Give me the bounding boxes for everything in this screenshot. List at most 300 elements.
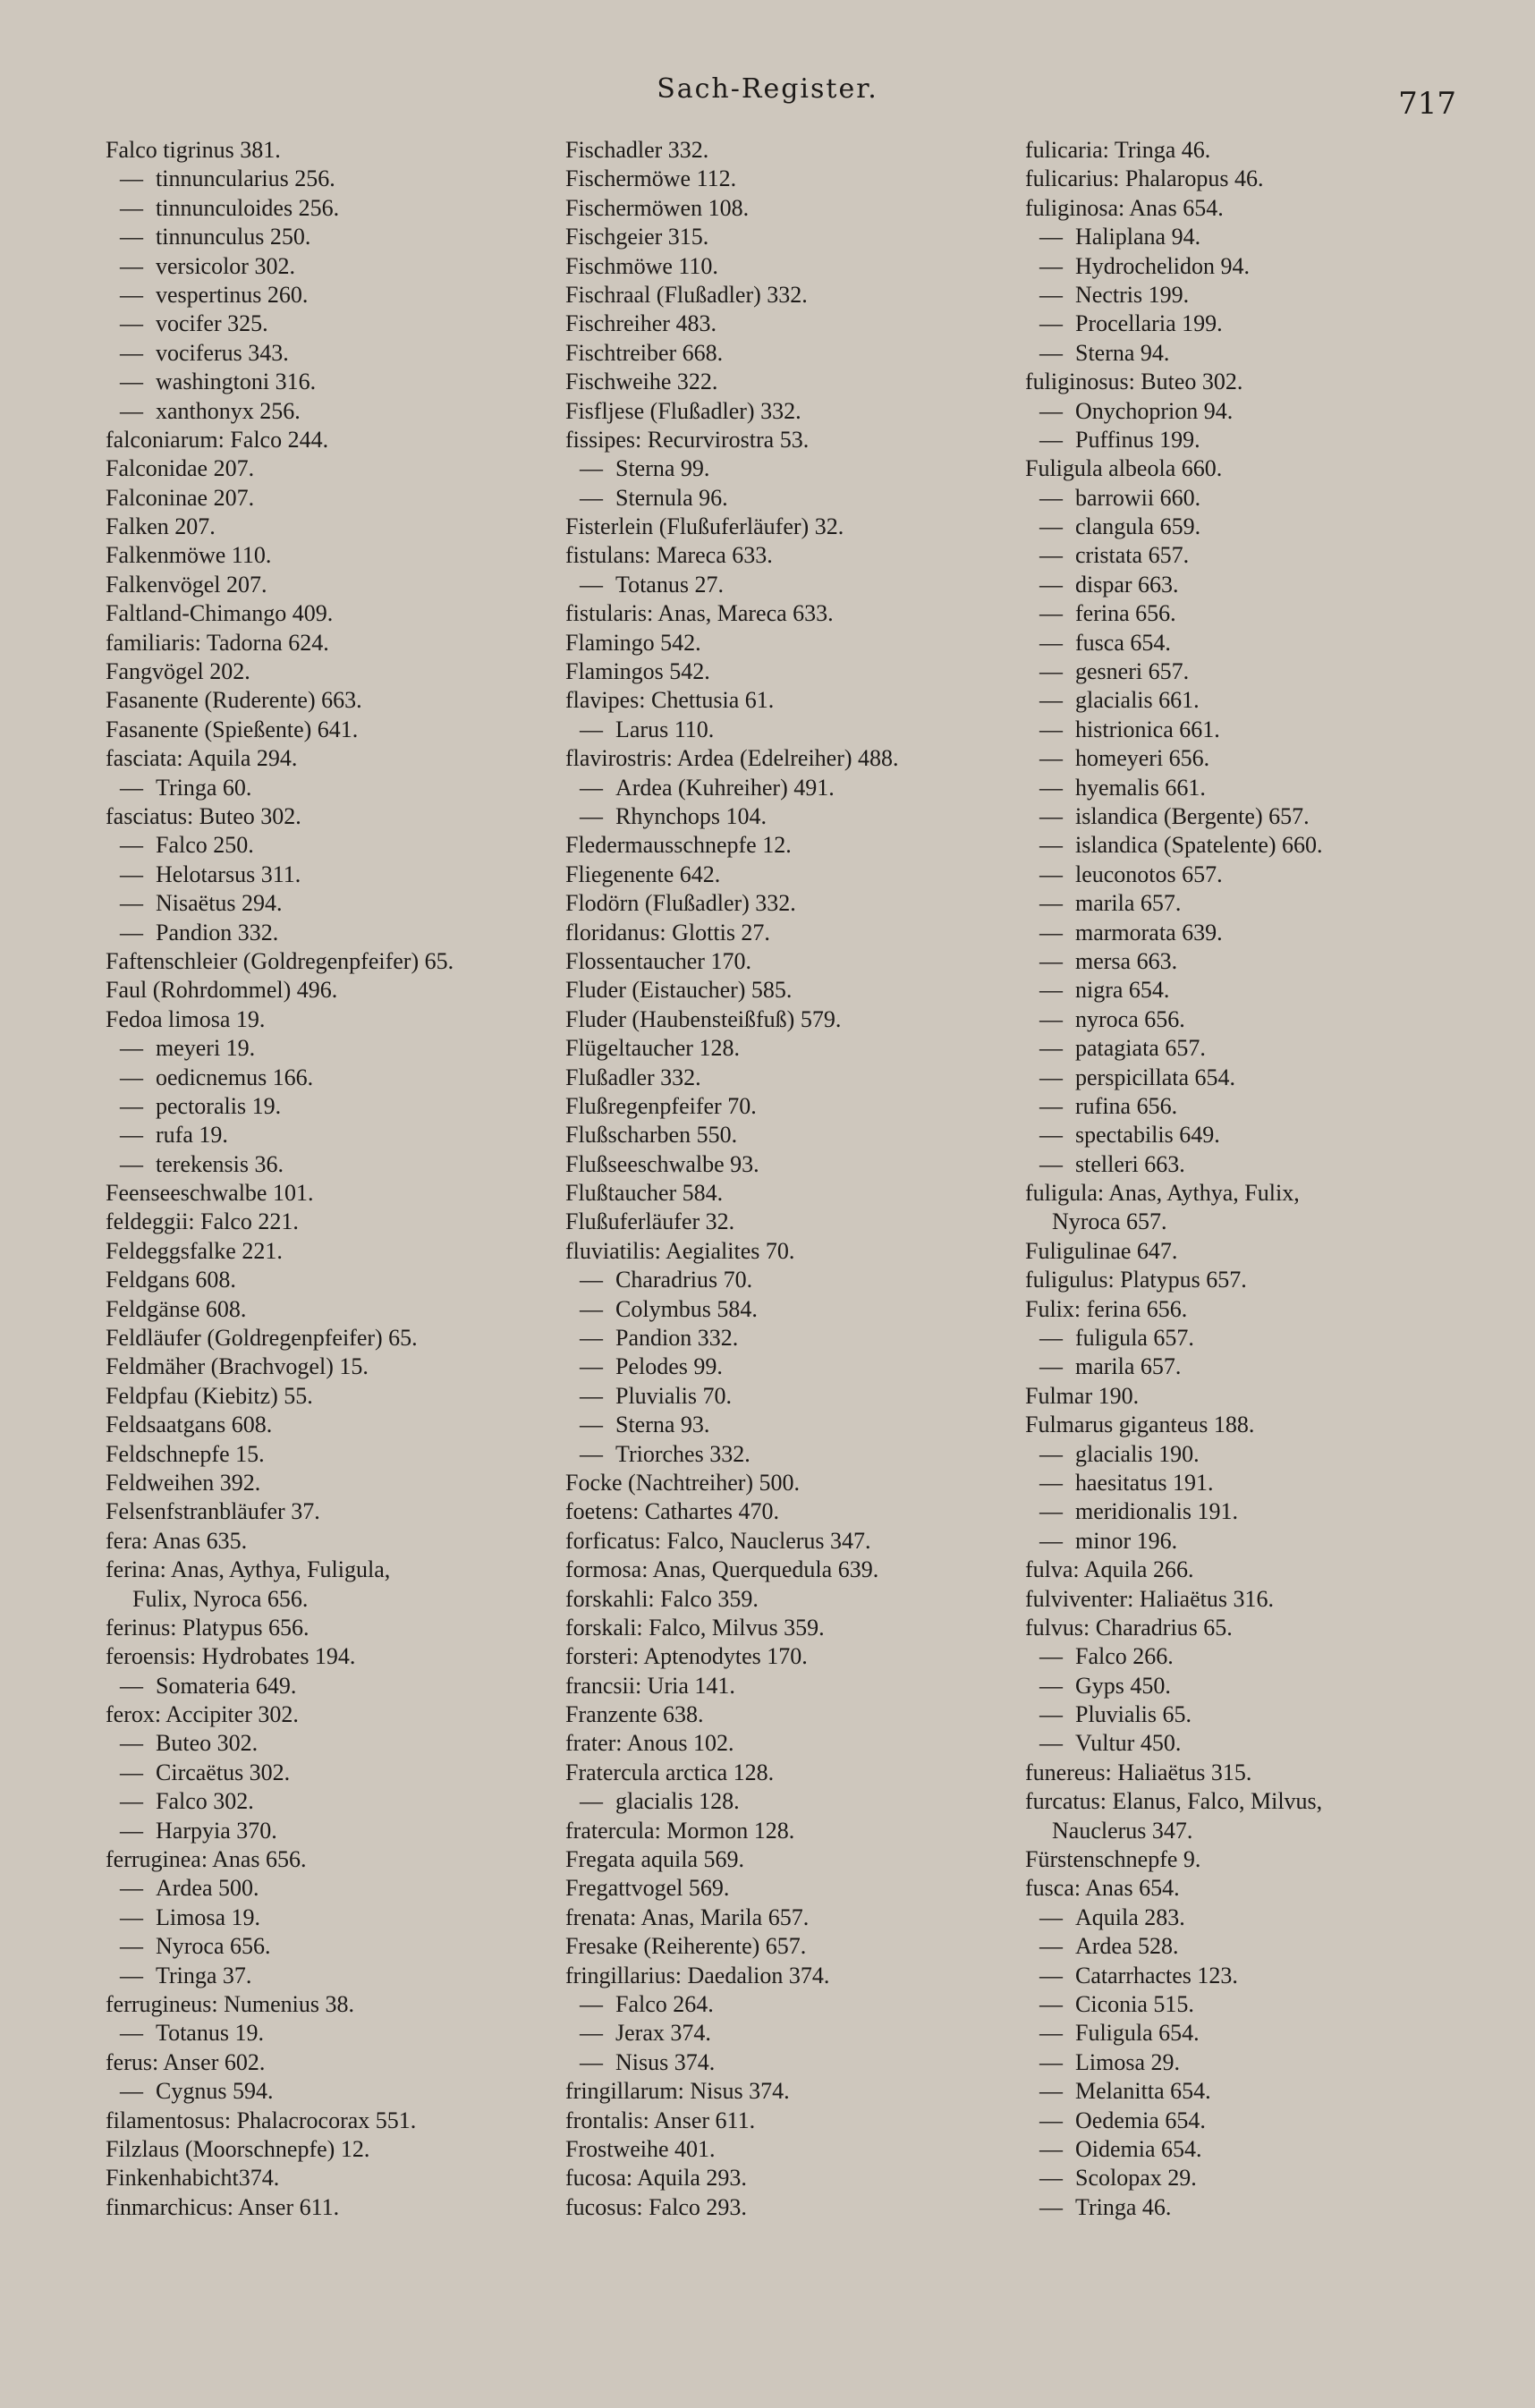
entry-text: Pandion 332. [615, 1325, 739, 1352]
repeat-dash: — [580, 1295, 603, 1322]
entry-text: Feldsaatgans 608. [106, 1412, 273, 1438]
repeat-dash: — [120, 774, 143, 801]
entry-text: floridanus: Glottis 27. [565, 919, 770, 945]
index-subentry [1025, 1962, 1472, 1990]
repeat-dash: — [580, 2020, 603, 2047]
repeat-dash: — [1039, 890, 1063, 917]
index-subentry [106, 2019, 553, 2048]
index-entry [565, 1585, 1013, 1614]
entry-text: leuconotos 657. [1075, 861, 1223, 887]
entry-text: finmarchicus: Anser 611. [106, 2193, 340, 2220]
repeat-dash: — [1039, 1672, 1063, 1699]
repeat-dash: — [1039, 281, 1063, 308]
entry-text: Limosa 19. [156, 1904, 260, 1930]
entry-text: Nisaëtus 294. [156, 890, 283, 917]
index-subentry [1025, 426, 1472, 454]
entry-text: Franzente 638. [565, 1701, 704, 1728]
entry-text: Fisterlein (Flußuferläufer) 32. [565, 513, 844, 540]
index-entry [106, 1005, 553, 1034]
repeat-dash: — [120, 310, 143, 337]
index-entry [565, 919, 1013, 947]
entry-text: Aquila 283. [1075, 1904, 1185, 1930]
index-entry [565, 1845, 1013, 1874]
index-entry [565, 976, 1013, 1005]
entry-text: Fulix: ferina 656. [1025, 1295, 1188, 1322]
entry-text: Flodörn (Flußadler) 332. [565, 890, 796, 917]
entry-text: Onychoprion 94. [1075, 397, 1234, 424]
index-entry [1025, 165, 1472, 193]
repeat-dash: — [120, 2078, 143, 2105]
index-entry [565, 2164, 1013, 2192]
entry-text: Fangvögel 202. [106, 658, 250, 685]
index-entry [106, 744, 553, 773]
index-subentry [565, 774, 1013, 802]
entry-text: Totanus 27. [615, 571, 724, 598]
index-entry [1025, 1266, 1472, 1294]
repeat-dash: — [120, 1904, 143, 1930]
index-subentry [106, 339, 553, 368]
index-entry [565, 629, 1013, 657]
repeat-dash: — [1039, 310, 1063, 337]
entry-text: fulva: Aquila 266. [1025, 1556, 1194, 1583]
index-subentry [1025, 252, 1472, 281]
entry-text: Procellaria 199. [1075, 310, 1223, 337]
index-subentry [565, 1382, 1013, 1411]
repeat-dash: — [1039, 2020, 1063, 2047]
index-entry [565, 1729, 1013, 1758]
repeat-dash: — [120, 1759, 143, 1785]
index-subentry [106, 223, 553, 251]
entry-text: fuligulus: Platypus 657. [1025, 1267, 1247, 1293]
entry-text: Flußseeschwalbe 93. [565, 1150, 759, 1177]
entry-text: Falco 264. [615, 1991, 714, 2017]
entry-text: Puffinus 199. [1075, 426, 1200, 453]
repeat-dash: — [1039, 1933, 1063, 1960]
entry-text: Fischmöwe 110. [565, 252, 718, 279]
entry-text: rufa 19. [156, 1122, 228, 1149]
index-entry [106, 1237, 553, 1266]
entry-text: Feldmäher (Brachvogel) 15. [106, 1353, 369, 1380]
repeat-dash: — [580, 774, 603, 801]
index-entry [565, 1817, 1013, 1845]
repeat-dash: — [1039, 2135, 1063, 2162]
entry-text: Rhynchops 104. [615, 802, 767, 829]
index-subentry [106, 368, 553, 396]
repeat-dash: — [1039, 2165, 1063, 2192]
repeat-dash: — [1039, 1991, 1063, 2017]
entry-text: Jerax 374. [615, 2020, 711, 2047]
entry-text: Fisfljese (Flußadler) 332. [565, 397, 801, 424]
entry-text: minor 196. [1075, 1527, 1178, 1554]
entry-text: Vultur 450. [1075, 1730, 1182, 1757]
index-entry [106, 1527, 553, 1556]
index-entry [1025, 1382, 1472, 1411]
index-entry [565, 1092, 1013, 1121]
entry-text: forficatus: Falco, Nauclerus 347. [565, 1527, 871, 1554]
index-entry [106, 1324, 553, 1352]
index-entry [106, 2135, 553, 2164]
repeat-dash: — [1039, 1643, 1063, 1670]
entry-text: Feenseeschwalbe 101. [106, 1180, 314, 1207]
index-entry [106, 1179, 553, 1208]
index-entry [106, 599, 553, 628]
entry-text: filamentosus: Phalacrocorax 551. [106, 2107, 417, 2133]
index-entry [106, 2107, 553, 2135]
index-subentry [1025, 2048, 1472, 2077]
repeat-dash: — [1039, 716, 1063, 742]
entry-text: terekensis 36. [156, 1150, 284, 1177]
index-subentry [1025, 2077, 1472, 2106]
repeat-dash: — [120, 1035, 143, 1062]
index-entry [1025, 1585, 1472, 1614]
entry-text: meyeri 19. [156, 1035, 256, 1062]
entry-text: fissipes: Recurvirostra 53. [565, 426, 810, 453]
index-entry [106, 136, 553, 165]
index-subentry [1025, 541, 1472, 570]
index-subentry [1025, 1904, 1472, 1932]
repeat-dash: — [1039, 1440, 1063, 1467]
index-subentry [1025, 657, 1472, 686]
repeat-dash: — [1039, 687, 1063, 714]
index-subentry [106, 1121, 553, 1149]
entry-text: Fledermausschnepfe 12. [565, 832, 792, 859]
index-subentry [106, 194, 553, 223]
index-entry [106, 1352, 553, 1381]
index-entry [1025, 368, 1472, 396]
repeat-dash: — [1039, 1730, 1063, 1757]
index-subentry [1025, 2019, 1472, 2048]
index-entry [106, 1411, 553, 1439]
entry-text: versicolor 302. [156, 252, 295, 279]
index-subentry [565, 571, 1013, 599]
entry-text: Fischtreiber 668. [565, 339, 724, 366]
index-entry [106, 629, 553, 657]
index-entry [106, 484, 553, 513]
index-entry [1025, 454, 1472, 483]
repeat-dash: — [120, 1788, 143, 1815]
entry-text: Gyps 450. [1075, 1672, 1171, 1699]
entry-text: Falco tigrinus 381. [106, 137, 281, 163]
index-entry [1025, 1556, 1472, 1584]
entry-text: patagiata 657. [1075, 1035, 1206, 1062]
index-subentry [1025, 919, 1472, 947]
index-entry [565, 1179, 1013, 1208]
index-entry [106, 454, 553, 483]
repeat-dash: — [1039, 484, 1063, 511]
index-subentry [106, 1787, 553, 1816]
index-subentry [565, 1990, 1013, 2019]
index-subentry [1025, 571, 1472, 599]
entry-text: fulicarius: Phalaropus 46. [1025, 165, 1264, 192]
entry-text: fucosa: Aquila 293. [565, 2165, 747, 2192]
entry-text: Colymbus 584. [615, 1295, 758, 1322]
repeat-dash: — [1039, 1904, 1063, 1930]
repeat-dash: — [120, 1150, 143, 1177]
index-entry [565, 541, 1013, 570]
entry-text: stelleri 663. [1075, 1150, 1185, 1177]
repeat-dash: — [1039, 919, 1063, 945]
index-subentry [1025, 1005, 1472, 1034]
entry-text: fratercula: Mormon 128. [565, 1817, 795, 1844]
repeat-dash: — [120, 281, 143, 308]
entry-text: fasciata: Aquila 294. [106, 745, 298, 772]
entry-text: Feldpfau (Kiebitz) 55. [106, 1382, 313, 1409]
index-subentry [565, 1787, 1013, 1816]
entry-text: Harpyia 370. [156, 1817, 277, 1844]
index-entry [106, 1845, 553, 1874]
index-entry [106, 541, 553, 570]
index-subentry [1025, 2193, 1472, 2222]
index-subentry [565, 2019, 1013, 2048]
index-subentry [106, 2077, 553, 2106]
index-subentry [1025, 1092, 1472, 1121]
repeat-dash: — [120, 224, 143, 250]
entry-text: Feldgans 608. [106, 1267, 236, 1293]
index-subentry [106, 281, 553, 309]
repeat-dash: — [120, 369, 143, 395]
entry-text: Flügeltaucher 128. [565, 1035, 740, 1062]
repeat-dash: — [120, 1672, 143, 1699]
index-subentry [1025, 1440, 1472, 1469]
index-subentry [1025, 223, 1472, 251]
index-entry [565, 1005, 1013, 1034]
index-entry [106, 1556, 553, 1584]
repeat-dash: — [120, 194, 143, 221]
index-entry [565, 1497, 1013, 1526]
entry-text: Fischgeier 315. [565, 224, 709, 250]
index-entry [565, 1904, 1013, 1932]
index-entry [565, 136, 1013, 165]
repeat-dash: — [580, 455, 603, 482]
repeat-dash: — [580, 484, 603, 511]
entry-text: Felsenfstranbläufer 37. [106, 1498, 320, 1525]
repeat-dash: — [1039, 1092, 1063, 1119]
entry-text: fuligula: Anas, Aythya, Fulix, [1025, 1180, 1300, 1207]
index-subentry [106, 889, 553, 918]
index-subentry [106, 1064, 553, 1092]
repeat-dash: — [1039, 542, 1063, 569]
entry-text: Scolopax 29. [1075, 2165, 1197, 2192]
index-entry [565, 744, 1013, 773]
entry-text: Tringa 37. [156, 1962, 252, 1988]
entry-text: Haliplana 94. [1075, 224, 1201, 250]
entry-text: fasciatus: Buteo 302. [106, 802, 301, 829]
index-subentry [106, 831, 553, 860]
index-subentry [565, 1352, 1013, 1381]
index-entry [106, 657, 553, 686]
index-subentry [565, 2048, 1013, 2077]
entry-text: marila 657. [1075, 890, 1182, 917]
entry-text: forskahli: Falco 359. [565, 1585, 759, 1612]
index-subentry [565, 1266, 1013, 1294]
entry-text: Feldschnepfe 15. [106, 1440, 265, 1467]
repeat-dash: — [120, 1875, 143, 1902]
index-subentry [106, 1932, 553, 1961]
index-entry [1025, 1179, 1472, 1208]
index-entry [565, 223, 1013, 251]
index-entry [106, 1208, 553, 1236]
index-entry [106, 1585, 553, 1614]
index-subentry [106, 397, 553, 426]
index-entry [565, 1874, 1013, 1903]
entry-text: Fluder (Eistaucher) 585. [565, 977, 793, 1004]
entry-text: Tringa 60. [156, 774, 252, 801]
index-entry [565, 2107, 1013, 2135]
entry-text: furcatus: Elanus, Falco, Milvus, [1025, 1788, 1323, 1815]
entry-text: Fedoa limosa 19. [106, 1005, 266, 1032]
entry-text: Flamingo 542. [565, 629, 701, 656]
repeat-dash: — [120, 890, 143, 917]
index-entry [565, 599, 1013, 628]
index-subentry [1025, 2107, 1472, 2135]
index-subentry [1025, 1990, 1472, 2019]
repeat-dash: — [580, 1788, 603, 1815]
entry-text: tinnuncularius 256. [156, 165, 335, 192]
index-subentry [1025, 1497, 1472, 1526]
repeat-dash: — [1039, 339, 1063, 366]
entry-text: Pandion 332. [156, 919, 279, 945]
entry-text: Frostweihe 401. [565, 2135, 716, 2162]
entry-text: fistulans: Mareca 633. [565, 542, 773, 569]
entry-text: Sterna 99. [615, 455, 710, 482]
entry-text: islandica (Spatelente) 660. [1075, 832, 1323, 859]
repeat-dash: — [120, 832, 143, 859]
index-entry [565, 1237, 1013, 1266]
entry-text: francsii: Uria 141. [565, 1672, 735, 1699]
index-entry [565, 1932, 1013, 1961]
entry-text: fuligula 657. [1075, 1325, 1194, 1352]
index-subentry [1025, 1121, 1472, 1149]
entry-text: Fischreiher 483. [565, 310, 717, 337]
index-entry [565, 165, 1013, 193]
index-subentry [1025, 629, 1472, 657]
repeat-dash: — [580, 571, 603, 598]
entry-text: marmorata 639. [1075, 919, 1223, 945]
entry-text: Circaëtus 302. [156, 1759, 291, 1785]
entry-text: Filzlaus (Moorschnepfe) 12. [106, 2135, 370, 2162]
entry-text: haesitatus 191. [1075, 1469, 1214, 1496]
repeat-dash: — [120, 861, 143, 887]
index-subentry [1025, 1469, 1472, 1497]
entry-text: flavipes: Chettusia 61. [565, 687, 775, 714]
repeat-dash: — [1039, 513, 1063, 540]
entry-text: Finkenhabicht374. [106, 2165, 280, 2192]
entry-text: Fregata aquila 569. [565, 1846, 744, 1873]
index-entry [565, 2193, 1013, 2222]
entry-text: fusca: Anas 654. [1025, 1875, 1180, 1902]
repeat-dash: — [1039, 1701, 1063, 1728]
entry-text: Focke (Nachtreiher) 500. [565, 1469, 801, 1496]
repeat-dash: — [1039, 2193, 1063, 2220]
entry-text: nigra 654. [1075, 977, 1170, 1004]
entry-text: Falco 302. [156, 1788, 254, 1815]
index-subentry [106, 774, 553, 802]
entry-text: Flußregenpfeifer 70. [565, 1092, 757, 1119]
index-entry [1025, 1759, 1472, 1787]
index-subentry [106, 861, 553, 889]
repeat-dash: — [1039, 252, 1063, 279]
repeat-dash: — [1039, 2078, 1063, 2105]
entry-text: Feldeggsfalke 221. [106, 1237, 283, 1264]
index-subentry [1025, 1352, 1472, 1381]
repeat-dash: — [1039, 571, 1063, 598]
repeat-dash: — [1039, 1469, 1063, 1496]
index-entry [565, 2077, 1013, 2106]
repeat-dash: — [1039, 774, 1063, 801]
index-subentry [106, 1092, 553, 1121]
index-subentry [106, 1150, 553, 1179]
entry-text: ferrugineus: Numenius 38. [106, 1991, 355, 2017]
entry-text: Nyroca 657. [1052, 1208, 1167, 1235]
entry-text: frenata: Anas, Marila 657. [565, 1904, 810, 1930]
index-subentry [1025, 1729, 1472, 1758]
index-subentry [1025, 397, 1472, 426]
entry-text: Buteo 302. [156, 1730, 259, 1757]
entry-text: Falconidae 207. [106, 455, 255, 482]
entry-text: Falken 207. [106, 513, 216, 540]
entry-text: foetens: Cathartes 470. [565, 1498, 779, 1525]
index-entry [565, 1614, 1013, 1642]
entry-text: Fuligula 654. [1075, 2020, 1200, 2047]
repeat-dash: — [580, 1267, 603, 1293]
entry-text: fulvus: Charadrius 65. [1025, 1614, 1233, 1641]
entry-text: frontalis: Anser 611. [565, 2107, 756, 2133]
entry-text: Limosa 29. [1075, 2048, 1180, 2075]
index-entry [106, 1990, 553, 2019]
index-subentry [1025, 889, 1472, 918]
index-entry [106, 802, 553, 831]
repeat-dash: — [1039, 224, 1063, 250]
index-entry [565, 947, 1013, 976]
index-subentry [1025, 686, 1472, 715]
index-entry [565, 1121, 1013, 1149]
repeat-dash: — [120, 919, 143, 945]
entry-text: funereus: Haliaëtus 315. [1025, 1759, 1252, 1785]
index-entry [565, 1700, 1013, 1729]
index-column-3 [1025, 136, 1472, 2222]
entry-text: pectoralis 19. [156, 1092, 282, 1119]
entry-text: Falkenvögel 207. [106, 571, 267, 598]
index-subentry [1025, 1642, 1472, 1671]
entry-text: Fischadler 332. [565, 137, 709, 163]
index-entry [565, 513, 1013, 541]
index-subentry [1025, 774, 1472, 802]
entry-text: tinnunculus 250. [156, 224, 311, 250]
index-entry [1025, 1874, 1472, 1903]
index-subentry [1025, 599, 1472, 628]
index-entry [106, 2164, 553, 2192]
index-entry [106, 947, 553, 976]
repeat-dash: — [580, 2048, 603, 2075]
entry-text: Flußtaucher 584. [565, 1180, 724, 1207]
entry-text: ferina: Anas, Aythya, Fuligula, [106, 1556, 391, 1583]
entry-text: fusca 654. [1075, 629, 1171, 656]
index-entry [1025, 1787, 1472, 1816]
entry-text: islandica (Bergente) 657. [1075, 802, 1310, 829]
entry-text: Helotarsus 311. [156, 861, 301, 887]
index-subentry [1025, 484, 1472, 513]
entry-text: Fulix, Nyroca 656. [132, 1585, 309, 1612]
index-entry [1025, 1237, 1472, 1266]
entry-text: homeyeri 656. [1075, 745, 1210, 772]
repeat-dash: — [120, 1730, 143, 1757]
entry-text: Fliegenente 642. [565, 861, 721, 887]
entry-text: Feldläufer (Goldregenpfeifer) 65. [106, 1325, 418, 1352]
repeat-dash: — [1039, 658, 1063, 685]
entry-text: histrionica 661. [1075, 716, 1220, 742]
index-entry [106, 686, 553, 715]
index-entry [106, 976, 553, 1005]
